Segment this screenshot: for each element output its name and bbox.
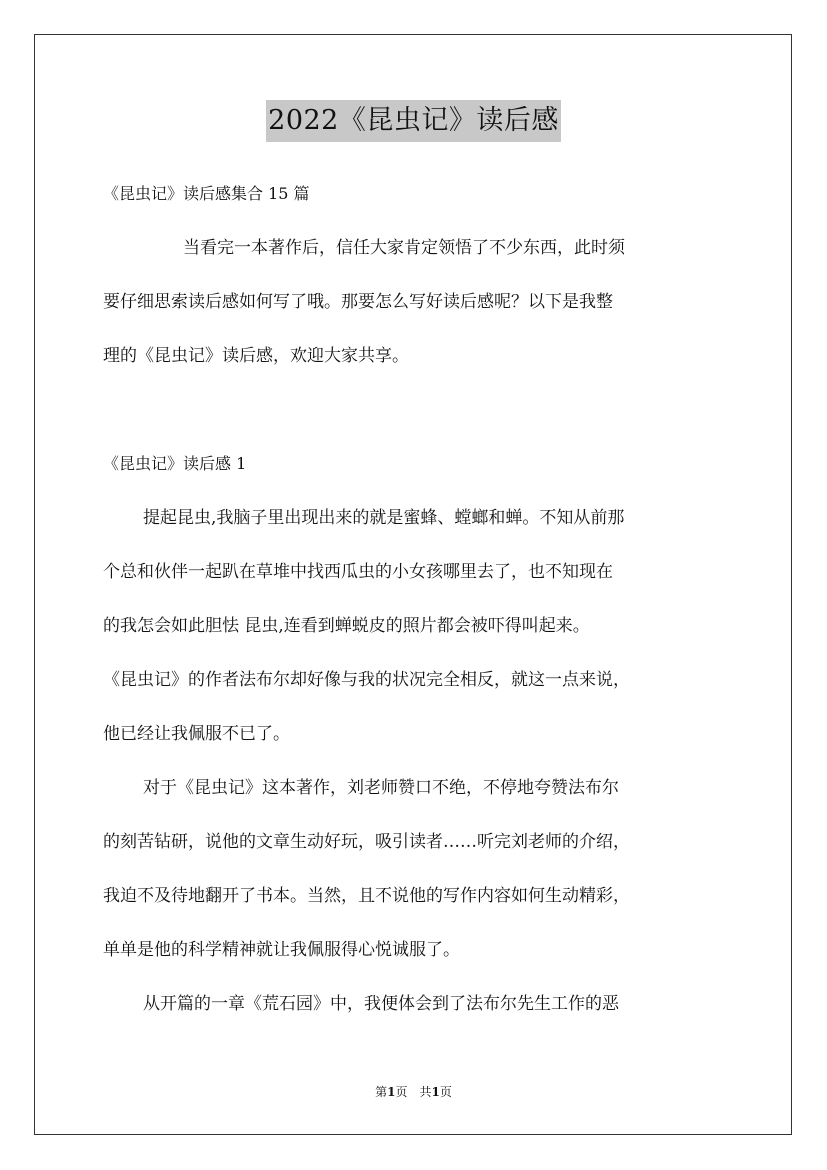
footer-page-number: 1: [387, 1085, 396, 1099]
intro-line: 当看完一本著作后，信任大家肯定领悟了不少东西，此时须: [183, 238, 625, 258]
footer-mid: 页 共: [395, 1085, 432, 1099]
intro-line: 理的《昆虫记》读后感，欢迎大家共享。: [103, 346, 409, 366]
body-line: 《昆虫记》的作者法布尔却好像与我的状况完全相反，就这一点来说，: [103, 670, 630, 690]
page-footer: [0, 1083, 827, 1101]
body-line: 从开篇的一章《荒石园》中，我便体会到了法布尔先生工作的恶: [143, 994, 619, 1014]
body-line: 的我怎会如此胆怯 昆虫,连看到蝉蜕皮的照片都会被吓得叫起来。: [103, 616, 590, 636]
body-line: 提起昆虫,我脑子里出现出来的就是蜜蜂、螳螂和蝉。不知从前那: [143, 508, 625, 528]
body-line: 他已经让我佩服不已了。: [103, 724, 290, 744]
body-line: 单单是他的科学精神就让我佩服得心悦诚服了。: [103, 940, 460, 960]
footer-prefix: 第: [375, 1085, 388, 1099]
document-subtitle: 《昆虫记》读后感集合 15 篇: [103, 184, 310, 203]
footer-suffix: 页: [439, 1085, 452, 1099]
body-line: 的刻苦钻研，说他的文章生动好玩，吸引读者……听完刘老师的介绍，: [103, 832, 630, 852]
document-title: 2022《昆虫记》读后感: [266, 100, 561, 142]
body-line: 个总和伙伴一起趴在草堆中找西瓜虫的小女孩哪里去了，也不知现在: [103, 562, 613, 582]
intro-line: 要仔细思索读后感如何写了哦。那要怎么写好读后感呢？以下是我整: [103, 292, 613, 312]
title-container: [0, 100, 827, 142]
footer-page-total: 1: [431, 1085, 440, 1099]
body-line: 对于《昆虫记》这本著作，刘老师赞口不绝，不停地夸赞法布尔: [143, 778, 619, 798]
body-line: 我迫不及待地翻开了书本。当然，且不说他的写作内容如何生动精彩，: [103, 886, 630, 906]
section-heading: 《昆虫记》读后感 1: [103, 454, 247, 473]
